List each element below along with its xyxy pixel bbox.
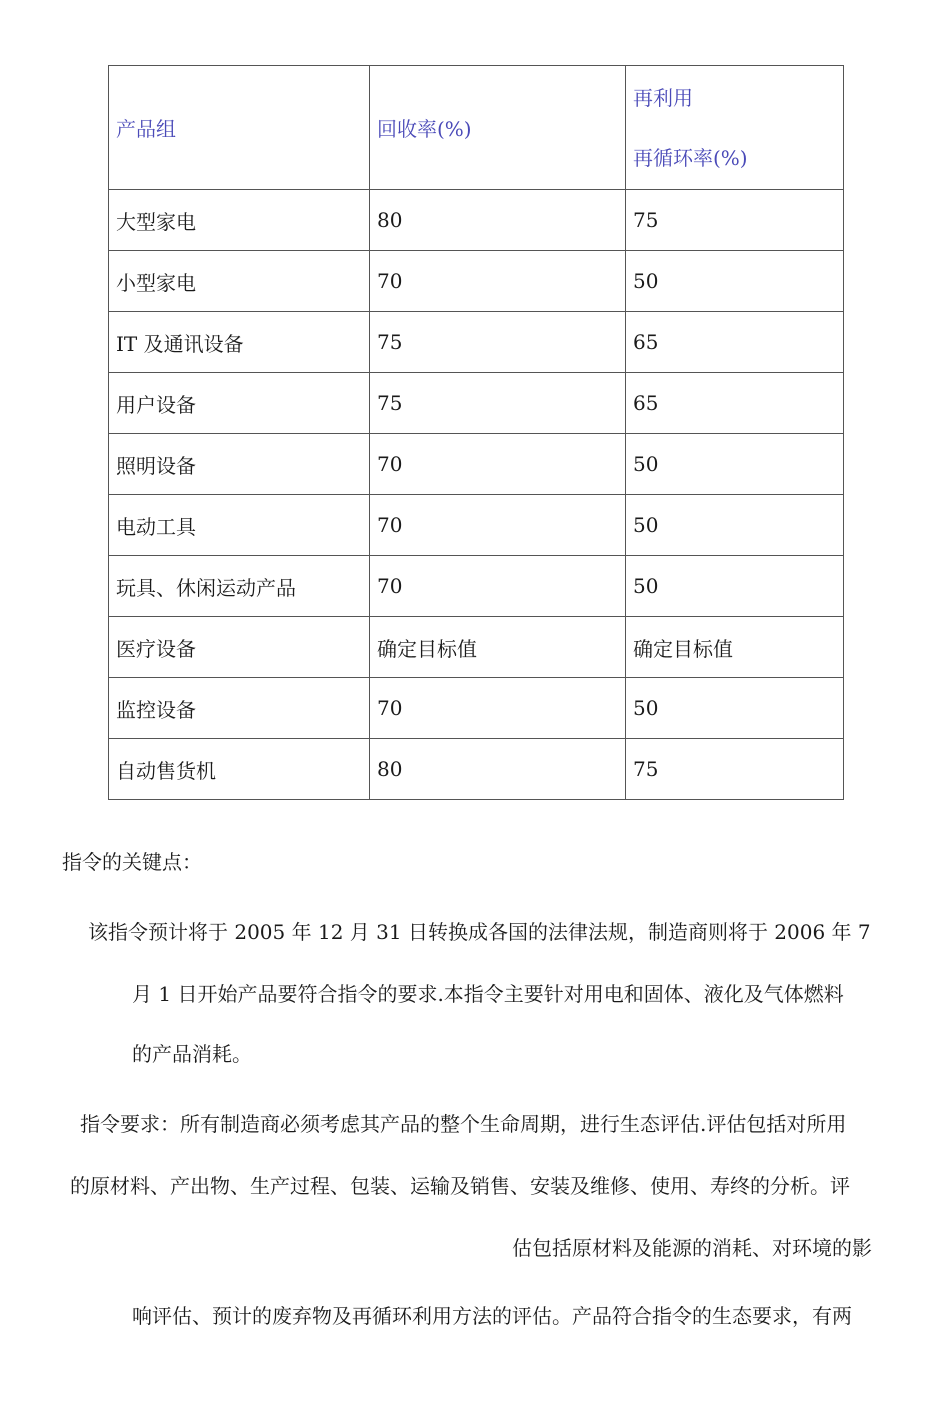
cell-recovery-rate: 70 [370, 495, 626, 556]
cell-recovery-rate: 70 [370, 251, 626, 312]
paragraph-2-line-2: 的原材料、产出物、生产过程、包装、运输及销售、安装及维修、使用、寿终的分析。评 [70, 1174, 850, 1198]
table-row [109, 251, 844, 312]
cell-recovery-rate: 80 [370, 190, 626, 251]
header-reuse-line1: 再利用 [633, 85, 693, 110]
cell-recovery-rate: 75 [370, 373, 626, 434]
table-header-row [109, 66, 844, 190]
table-row [109, 617, 844, 678]
cell-product-group: 监控设备 [109, 678, 370, 739]
cell-product-group: 小型家电 [109, 251, 370, 312]
key-points-heading: 指令的关键点： [62, 850, 202, 874]
cell-reuse-rate: 50 [626, 556, 844, 617]
paragraph-2-line-4: 响评估、预计的废弃物及再循环利用方法的评估。产品符合指令的生态要求，有两 [132, 1304, 852, 1328]
header-recovery-rate-text: 回收率(%) [377, 117, 472, 141]
cell-product-group: 用户设备 [109, 373, 370, 434]
table-row [109, 495, 844, 556]
cell-reuse-rate: 75 [626, 739, 844, 800]
cell-product-group: 玩具、休闲运动产品 [109, 556, 370, 617]
header-reuse-recycle-rate [626, 66, 844, 190]
cell-recovery-rate: 70 [370, 434, 626, 495]
table-row [109, 556, 844, 617]
cell-product-group: 自动售货机 [109, 739, 370, 800]
cell-product-group: 医疗设备 [109, 617, 370, 678]
cell-product-group: 照明设备 [109, 434, 370, 495]
table-row [109, 190, 844, 251]
cell-reuse-rate: 65 [626, 312, 844, 373]
recycling-targets-table [108, 65, 844, 800]
cell-reuse-rate: 50 [626, 434, 844, 495]
cell-recovery-rate: 80 [370, 739, 626, 800]
cell-recovery-rate: 70 [370, 556, 626, 617]
cell-reuse-rate: 50 [626, 251, 844, 312]
cell-reuse-rate: 50 [626, 678, 844, 739]
cell-reuse-rate: 65 [626, 373, 844, 434]
table-row [109, 312, 844, 373]
cell-recovery-rate: 确定目标值 [370, 617, 626, 678]
header-recovery-rate [370, 66, 626, 190]
cell-reuse-rate: 确定目标值 [626, 617, 844, 678]
paragraph-1-line-3: 的产品消耗。 [132, 1042, 252, 1066]
table-row [109, 373, 844, 434]
cell-reuse-rate: 50 [626, 495, 844, 556]
table-row [109, 678, 844, 739]
paragraph-2-line-1: 指令要求：所有制造商必须考虑其产品的整个生命周期，进行生态评估.评估包括对所用 [80, 1112, 847, 1136]
paragraph-1-line-1: 该指令预计将于 2005 年 12 月 31 日转换成各国的法律法规，制造商则将于 2006 年 7 [88, 920, 871, 944]
paragraph-1-line-2: 月 1 日开始产品要符合指令的要求.本指令主要针对用电和固体、液化及气体燃料 [132, 982, 844, 1006]
table-row [109, 434, 844, 495]
cell-product-group: 电动工具 [109, 495, 370, 556]
cell-reuse-rate: 75 [626, 190, 844, 251]
cell-product-group: 大型家电 [109, 190, 370, 251]
paragraph-2-line-3: 估包括原材料及能源的消耗、对环境的影 [512, 1236, 872, 1260]
table-row [109, 739, 844, 800]
header-reuse-line2: 再循环率(%) [633, 145, 748, 170]
cell-product-group: IT 及通讯设备 [109, 312, 370, 373]
header-product-group: 产品组 [109, 66, 370, 190]
cell-recovery-rate: 70 [370, 678, 626, 739]
cell-recovery-rate: 75 [370, 312, 626, 373]
